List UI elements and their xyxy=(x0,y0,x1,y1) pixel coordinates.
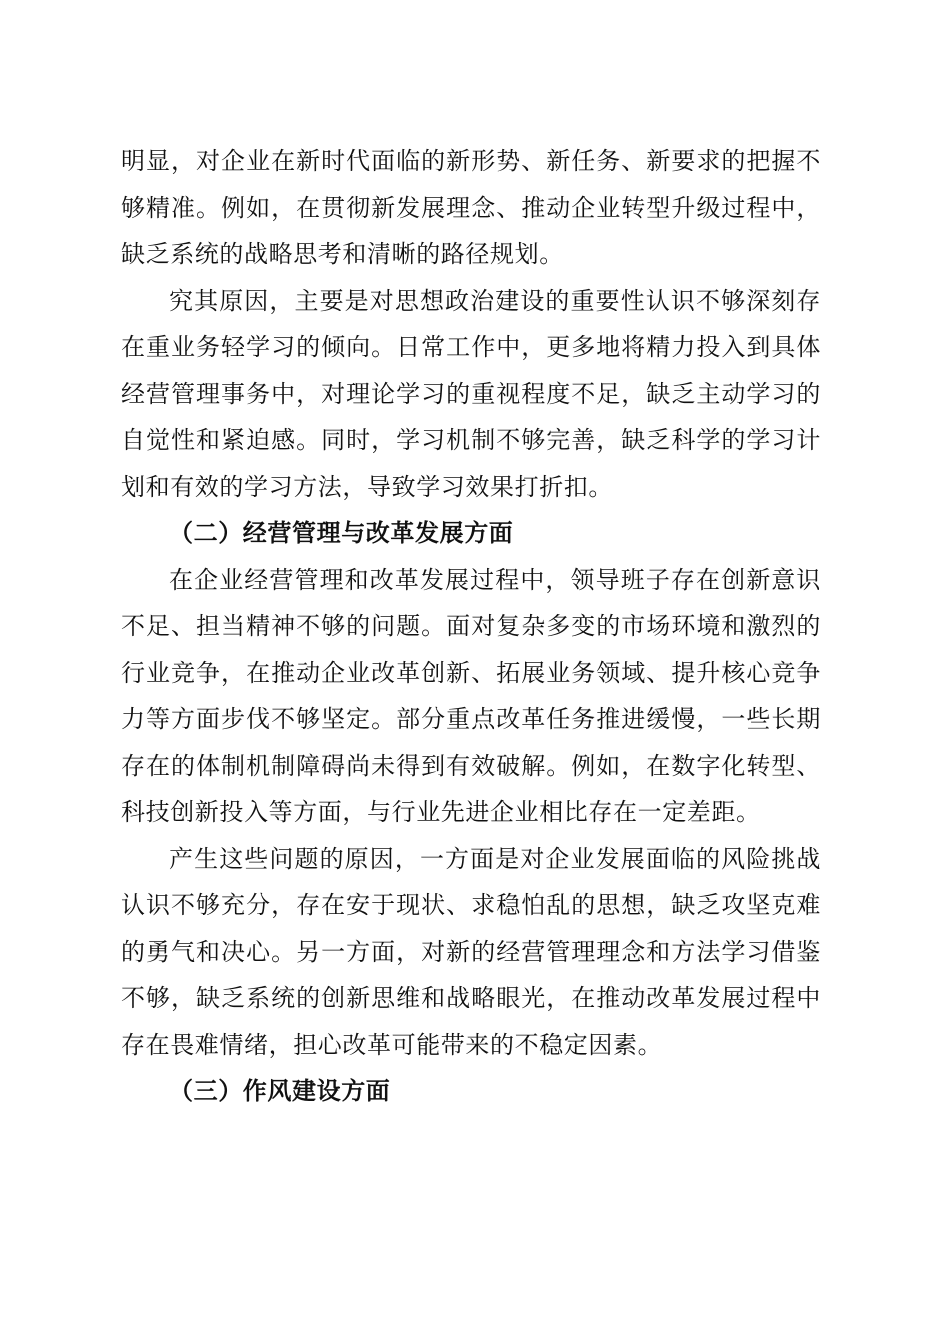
section-heading: （三）作风建设方面 xyxy=(169,1076,391,1105)
body-paragraph: 在企业经营管理和改革发展过程中，领导班子存在创新意识不足、担当精神不够的问题。面对复杂多变的市场环境和激烈的行业竞争，在推动企业改革创新、拓展业务领域、提升核心竞争力等方面步伐不够坚定。部分重点改革任务推进缓慢，一些长期存在的体制机制障碍尚未得到有效破解。例如，在数字化转型、科技创新投入等方面，与行业先进企业相比存在一定差距。 xyxy=(121,565,821,826)
body-paragraph: 究其原因，主要是对思想政治建设的重要性认识不够深刻存在重业务轻学习的倾向。日常工作中，更多地将精力投入到具体经营管理事务中，对理论学习的重视程度不足，缺乏主动学习的自觉性和紧迫感。同时，学习机制不够完善，缺乏科学的学习计划和有效的学习方法，导致学习效果打折扣。 xyxy=(121,286,821,501)
body-paragraph: 明显，对企业在新时代面临的新形势、新任务、新要求的把握不够精准。例如，在贯彻新发展理念、推动企业转型升级过程中，缺乏系统的战略思考和清晰的路径规划。 xyxy=(121,147,821,268)
section-heading: （二）经营管理与改革发展方面 xyxy=(169,518,514,547)
document-body xyxy=(121,138,821,1115)
body-paragraph: 产生这些问题的原因，一方面是对企业发展面临的风险挑战认识不够充分，存在安于现状、求稳怕乱的思想，缺乏攻坚克难的勇气和决心。另一方面，对新的经营管理理念和方法学习借鉴不够，缺乏系统的创新思维和战略眼光，在推动改革发展过程中存在畏难情绪，担心改革可能带来的不稳定因素。 xyxy=(121,844,821,1059)
